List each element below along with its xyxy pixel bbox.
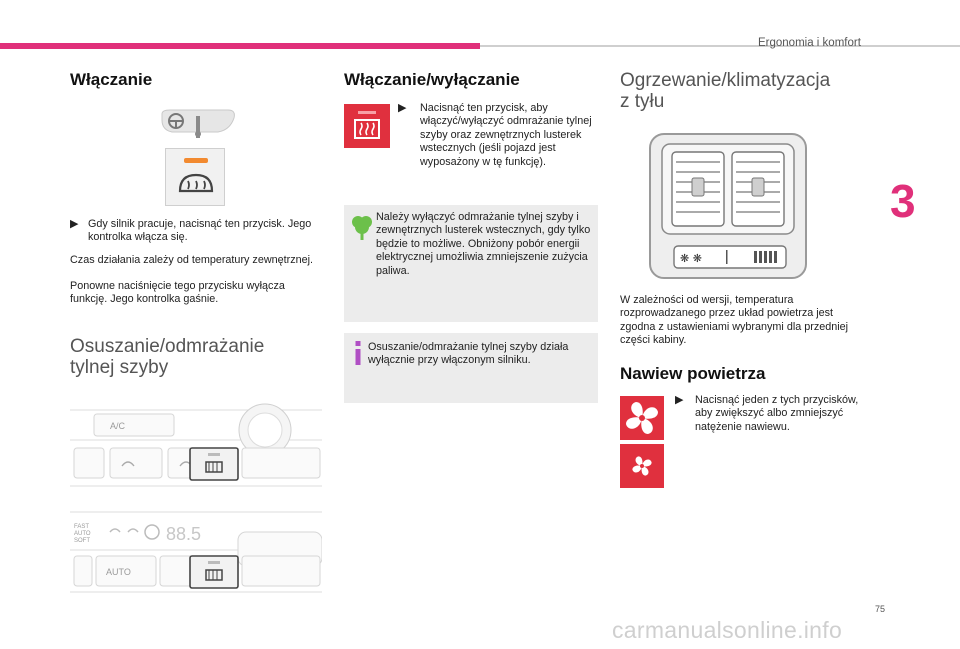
fan-increase-button-icon — [620, 396, 664, 440]
heading-rear-defrost — [70, 336, 264, 378]
info-note-text: Osuszanie/odmrażanie tylnej szyby działa wyłącznie przy włączonym silniku. — [368, 341, 569, 367]
heading-line: Ogrzewanie/klimatyzacja — [620, 70, 831, 91]
svg-text:AUTO: AUTO — [106, 567, 131, 577]
eco-tree-icon — [352, 214, 372, 240]
header-accent-bar — [0, 43, 480, 49]
svg-text:SOFT: SOFT — [74, 538, 90, 544]
svg-text:AUTO: AUTO — [74, 531, 91, 537]
bullet-marker: ▶ — [675, 394, 684, 406]
heading-wlaczanie: Włączanie — [70, 70, 153, 89]
info-icon — [354, 341, 362, 365]
climate-panel-manual — [70, 400, 322, 490]
watermark: carmanualsonline.info — [612, 617, 843, 643]
bullet-marker: ▶ — [398, 102, 407, 114]
svg-text:A/C: A/C — [110, 421, 126, 431]
chapter-number: 3 — [890, 175, 916, 227]
rear-defrost-button-icon — [344, 104, 390, 148]
section-title: Ergonomia i komfort — [758, 37, 861, 49]
mirror-defrost-indicator-icon — [160, 108, 238, 140]
page-number: 75 — [875, 604, 886, 614]
windscreen-defrost-button[interactable] — [165, 148, 225, 206]
bullet-marker: ▶ — [70, 218, 79, 230]
heading-nawiew-powietrza: Nawiew powietrza — [620, 364, 766, 383]
climate-panel-automatic — [70, 508, 322, 596]
svg-text:❋ ❋: ❋ ❋ — [680, 252, 702, 265]
heading-rear-heating — [620, 70, 830, 112]
heading-line: tylnej szyby — [70, 357, 169, 378]
svg-text:88.5: 88.5 — [166, 524, 202, 544]
paragraph-duration: Czas działania zależy od temperatury zewnętrznej. — [70, 254, 314, 266]
bullet-fan — [675, 394, 875, 434]
bullet-text: Gdy silnik pracuje, nacisnąć ten przycisk. Jego kontrolka włącza się. — [88, 218, 312, 244]
bullet-text: Nacisnąć jeden z tych przycisków, aby zwiększyć albo zmniejszyć natężenie nawiewu. — [695, 394, 859, 433]
rear-vent-panel — [648, 132, 808, 280]
bullet-wlaczanie — [70, 218, 320, 245]
info-note-box — [344, 333, 598, 403]
paragraph-rear-temperature: W zależności od wersji, temperatura rozprowadzanego przez układ powietrza jest zgodna z ustawieniami wybranymi dla przedniej części kabiny. — [620, 294, 849, 347]
header-rule — [480, 45, 960, 47]
heading-line: z tyłu — [620, 91, 665, 112]
svg-text:FAST: FAST — [74, 524, 90, 530]
bullet-rear-defrost — [398, 102, 598, 169]
fan-decrease-button-icon — [620, 444, 664, 488]
paragraph-switch-off: Ponowne naciśnięcie tego przycisku wyłącza funkcję. Jego kontrolka gaśnie. — [70, 280, 285, 306]
heading-line: Osuszanie/odmrażanie — [70, 336, 265, 357]
eco-note-box — [344, 205, 598, 322]
eco-note-text: Należy wyłączyć odmrażanie tylnej szyby i zewnętrznych lusterek wstecznych, gdy tylko będzie to możliwe. Obniżony pobór energii elektrycznej umożliwia zmniejszenie zużycia paliwa. — [376, 211, 591, 277]
heading-wlaczanie-wylaczanie: Włączanie/wyłączanie — [344, 70, 520, 89]
bullet-text: Nacisnąć ten przycisk, aby włączyć/wyłączyć odmrażanie tylnej szyby oraz zewnętrznych lusterek wstecznych (jeśli pojazd jest wyposażony w tę funkcję). — [420, 102, 592, 168]
